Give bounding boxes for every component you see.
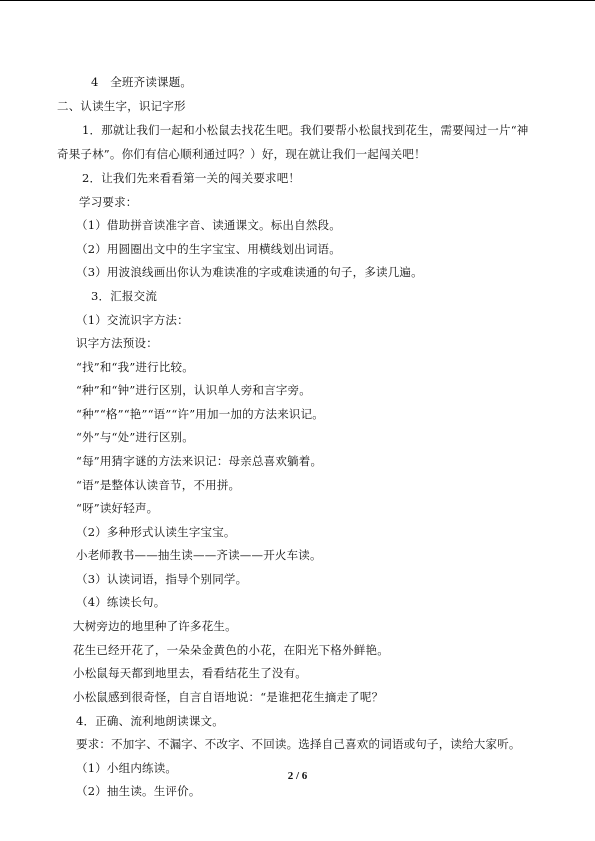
text-line: （1）交流识字方法： bbox=[76, 313, 189, 327]
text-line: 要求：不加字、不漏字、不改字、不回读。选择自己喜欢的词语或句子，读给大家听。 bbox=[76, 737, 521, 751]
section-heading: 二、认读生字，识记字形 bbox=[57, 99, 186, 113]
text-line: 2．让我们先来看看第一关的闯关要求吧！ bbox=[82, 171, 301, 185]
text-line: 大树旁边的地里种了许多花生。 bbox=[73, 619, 237, 633]
text-line: 小松鼠每天都到地里去，看看结花生了没有。 bbox=[73, 666, 307, 680]
text-line: “呀”读好轻声。 bbox=[76, 501, 159, 515]
text-line: “种”“格”“艳”“语”“许”用加一加的方法来识记。 bbox=[76, 407, 324, 421]
text-line: 4 全班齐读课题。 bbox=[91, 75, 193, 89]
text-line: 识字方法预设： bbox=[76, 336, 158, 350]
text-line: “语”是整体认读音节，不用拼。 bbox=[76, 478, 241, 492]
text-line: 学习要求： bbox=[79, 195, 138, 209]
text-line: 3．汇报交流 bbox=[91, 289, 158, 303]
text-line: 小老师教书——抽生读——齐读——开火车读。 bbox=[76, 548, 322, 562]
text-line: “外”与“处”进行区别。 bbox=[76, 430, 194, 444]
text-line: 花生已经开花了，一朵朵金黄色的小花，在阳光下格外鲜艳。 bbox=[73, 643, 389, 657]
text-line: 4．正确、流利地朗读课文。 bbox=[76, 714, 224, 728]
text-line: （3）认读词语，指导个别同学。 bbox=[76, 572, 248, 586]
text-line: 1．那就让我们一起和小松鼠去找花生吧。我们要帮小松鼠找到花生，需要闯过一片“神 bbox=[82, 123, 529, 137]
text-line: “每”用猜字谜的方法来识记：母亲总喜欢躺着。 bbox=[76, 454, 323, 468]
text-line: （1）借助拼音读准字音、读通课文。标出自然段。 bbox=[76, 218, 341, 232]
text-line: （4）练读长句。 bbox=[76, 595, 166, 609]
text-line: （1）小组内练读。 bbox=[76, 761, 178, 775]
text-line: （2）用圆圈出文中的生字宝宝、用横线划出词语。 bbox=[76, 242, 341, 256]
text-line: “找”和“我”进行比较。 bbox=[76, 360, 194, 374]
page-number: 2 / 6 bbox=[287, 770, 308, 782]
text-line: 小松鼠感到很奇怪，自言自语地说：“是谁把花生摘走了呢？ bbox=[73, 690, 384, 704]
text-line: （2）抽生读。生评价。 bbox=[76, 784, 201, 798]
text-line: （2）多种形式认读生字宝宝。 bbox=[76, 525, 236, 539]
top-border-rule bbox=[0, 0, 595, 1]
text-line: “种”和“钟”进行区别，认识单人旁和言字旁。 bbox=[76, 383, 311, 397]
text-line: 奇果子林”。你们有信心顺利通过吗？）好，现在就让我们一起闯关吧！ bbox=[57, 147, 426, 161]
text-line: （3）用波浪线画出你认为难读准的字或难读通的句子，多读几遍。 bbox=[76, 265, 423, 279]
